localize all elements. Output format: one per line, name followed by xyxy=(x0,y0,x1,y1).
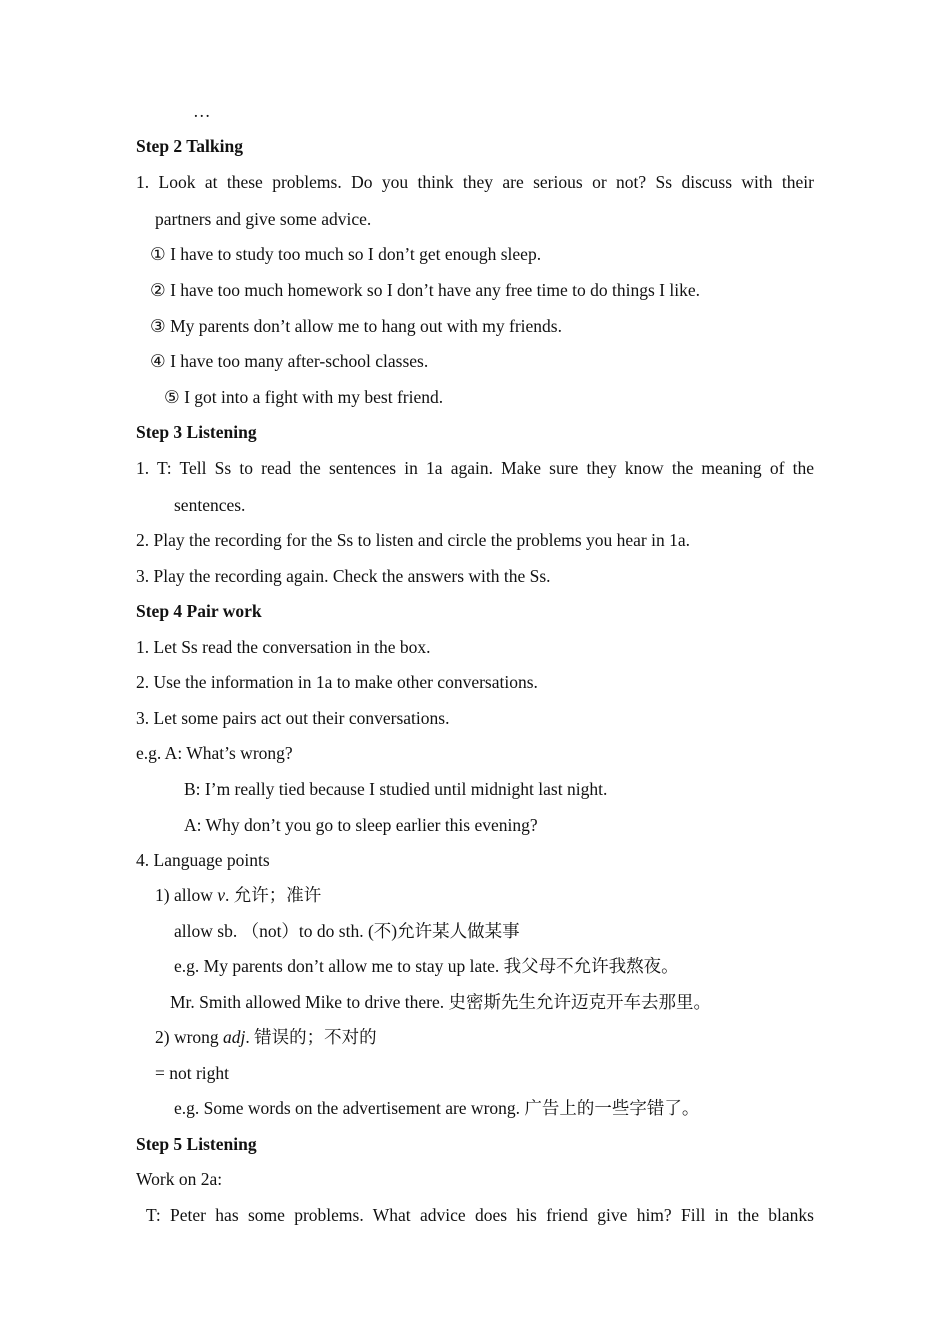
problem-3: ③ My parents don’t allow me to hang out with my friends. xyxy=(150,316,562,336)
wrong-example: e.g. Some words on the advertisement are wrong. 广告上的一些字错了。 xyxy=(174,1098,700,1118)
lp2-num: 2) wrong xyxy=(155,1027,224,1047)
problem-1: ① I have to study too much so I don’t get enough sleep. xyxy=(150,244,542,264)
example-line-b: B: I’m really tied because I studied until midnight last night. xyxy=(184,779,608,799)
step4-item-3: 3. Let some pairs act out their conversations. xyxy=(136,708,450,728)
ellipsis: … xyxy=(193,101,211,121)
wrong-synonym: = not right xyxy=(155,1063,230,1083)
heading-step-3: Step 3 Listening xyxy=(136,422,257,442)
step3-item-1-cont: sentences. xyxy=(174,495,246,515)
problem-2: ② I have too much homework so I don’t have any free time to do things I like. xyxy=(150,280,700,300)
heading-step-4: Step 4 Pair work xyxy=(136,601,262,621)
step3-item-2: 2. Play the recording for the Ss to listen and circle the problems you hear in 1a. xyxy=(136,530,691,550)
heading-step-5: Step 5 Listening xyxy=(136,1134,257,1154)
example-line-a2: A: Why don’t you go to sleep earlier this evening? xyxy=(184,815,538,835)
example-line-a1: e.g. A: What’s wrong? xyxy=(136,743,293,763)
problem-4: ④ I have too many after-school classes. xyxy=(150,351,429,371)
language-point-wrong xyxy=(155,1026,377,1048)
lp1-num: 1) allow xyxy=(155,885,218,905)
language-points-heading: 4. Language points xyxy=(136,850,270,870)
problem-5: ⑤ I got into a fight with my best friend. xyxy=(164,387,444,407)
step5-instruction: T: Peter has some problems. What advice does his friend give him? Fill in the blanks xyxy=(146,1205,814,1225)
allow-usage: allow sb. （not）to do sth. (不)允许某人做某事 xyxy=(174,921,520,941)
step3-item-3: 3. Play the recording again. Check the answers with the Ss. xyxy=(136,566,551,586)
lp1-pos: v xyxy=(217,885,225,905)
lp2-gloss: . 错误的；不对的 xyxy=(245,1027,377,1047)
step3-item-1: 1. T: Tell Ss to read the sentences in 1a again. Make sure they know the meaning of the xyxy=(136,458,814,478)
lp1-gloss: . 允许；准许 xyxy=(225,885,322,905)
step2-item-1-cont: partners and give some advice. xyxy=(155,209,372,229)
allow-example-2: Mr. Smith allowed Mike to drive there. 史密斯先生允许迈克开车去那里。 xyxy=(170,992,711,1012)
step4-item-2: 2. Use the information in 1a to make other conversations. xyxy=(136,672,538,692)
heading-step-2: Step 2 Talking xyxy=(136,136,243,156)
step4-item-1: 1. Let Ss read the conversation in the box. xyxy=(136,637,431,657)
language-point-allow xyxy=(155,884,321,906)
allow-example-1: e.g. My parents don’t allow me to stay up late. 我父母不允许我熬夜。 xyxy=(174,956,679,976)
lp2-pos: adj xyxy=(223,1027,246,1047)
work-on-2a: Work on 2a: xyxy=(136,1169,223,1189)
step2-item-1: 1. Look at these problems. Do you think they are serious or not? Ss discuss with their xyxy=(136,172,814,192)
